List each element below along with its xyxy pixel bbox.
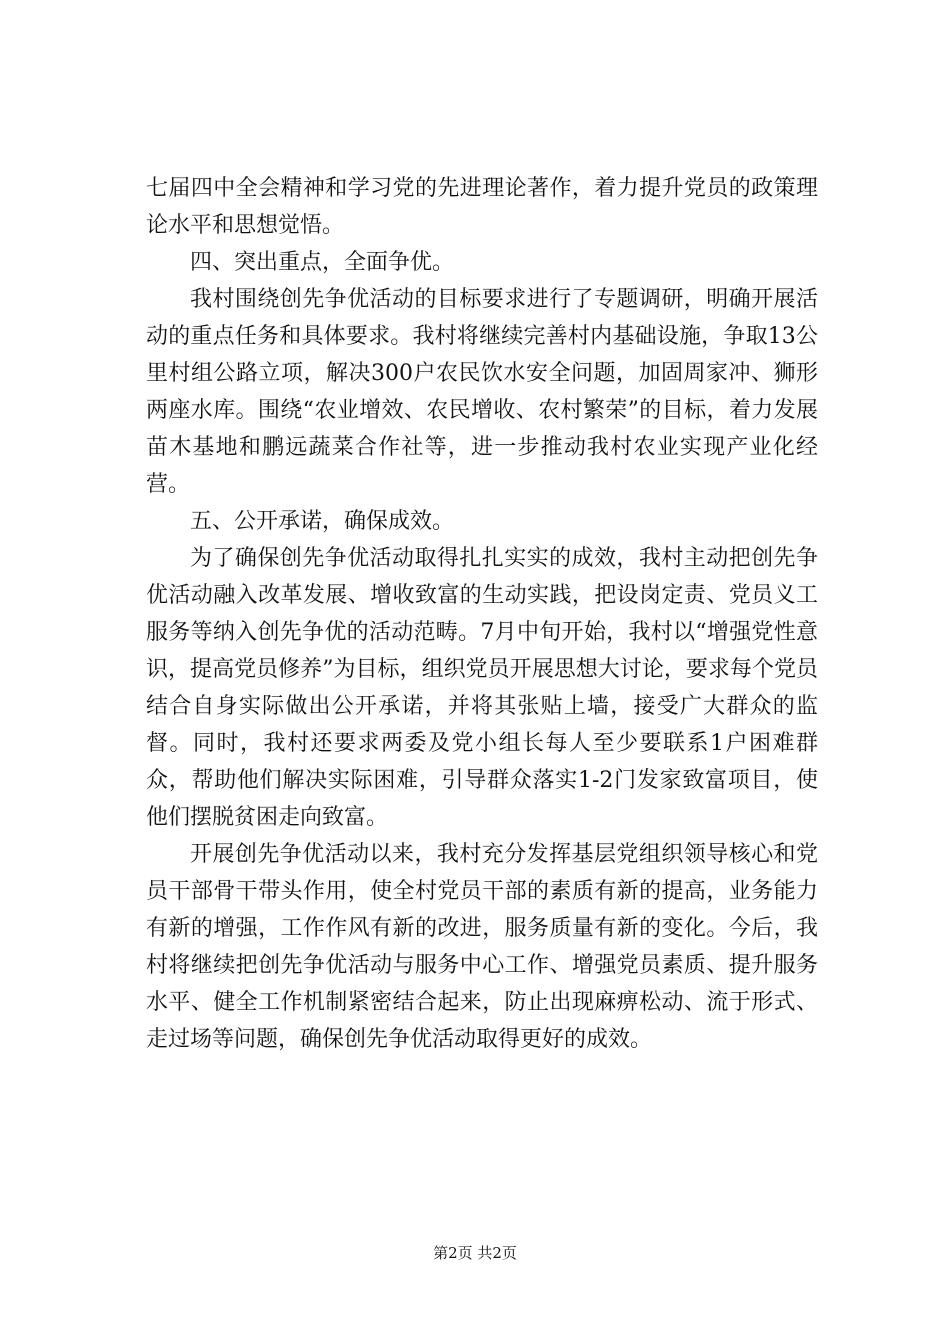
document-body xyxy=(146,170,818,1058)
paragraph-1: 七届四中全会精神和学习党的先进理论著作，着力提升党员的政策理论水平和思想觉悟。 xyxy=(146,176,818,238)
section-heading-5: 五、公开承诺，确保成效。 xyxy=(190,509,455,534)
page-number-footer: 第2页 共2页 xyxy=(433,1244,517,1262)
section-heading-4: 四、突出重点，全面争优。 xyxy=(190,250,455,275)
paragraph-3: 为了确保创先争优活动取得扎扎实实的成效，我村主动把创先争优活动融入改革发展、增收致富的生动实践，把设岗定责、党员义工服务等纳入创先争优的活动范畴。7月中旬开始，我村以“增强党性意识，提高党员修养”为目标，组织党员开展思想大讨论，要求每个党员结合自身实际做出公开承诺，并将其张贴上墙，接受广大群众的监督。同时，我村还要求两委及党小组长每人至少要联系1户困难群众，帮助他们解决实际困难，引导群众落实1-2门发家致富项目，使他们摆脱贫困走向致富。 xyxy=(146,546,818,830)
paragraph-2: 我村围绕创先争优活动的目标要求进行了专题调研，明确开展活动的重点任务和具体要求。我村将继续完善村内基础设施，争取13公里村组公路立项，解决300户农民饮水安全问题，加固周家冲、狮形两座水库。围绕“农业增效、农民增收、农村繁荣”的目标，着力发展苗木基地和鹏远蔬菜合作社等，进一步推动我村农业实现产业化经营。 xyxy=(146,287,818,497)
paragraph-4: 开展创先争优活动以来，我村充分发挥基层党组织领导核心和党员干部骨干带头作用，使全村党员干部的素质有新的提高，业务能力有新的增强，工作作风有新的改进，服务质量有新的变化。今后，我村将继续把创先争优活动与服务中心工作、增强党员素质、提升服务水平、健全工作机制紧密结合起来，防止出现麻痹松动、流于形式、走过场等问题，确保创先争优活动取得更好的成效。 xyxy=(146,842,818,1052)
